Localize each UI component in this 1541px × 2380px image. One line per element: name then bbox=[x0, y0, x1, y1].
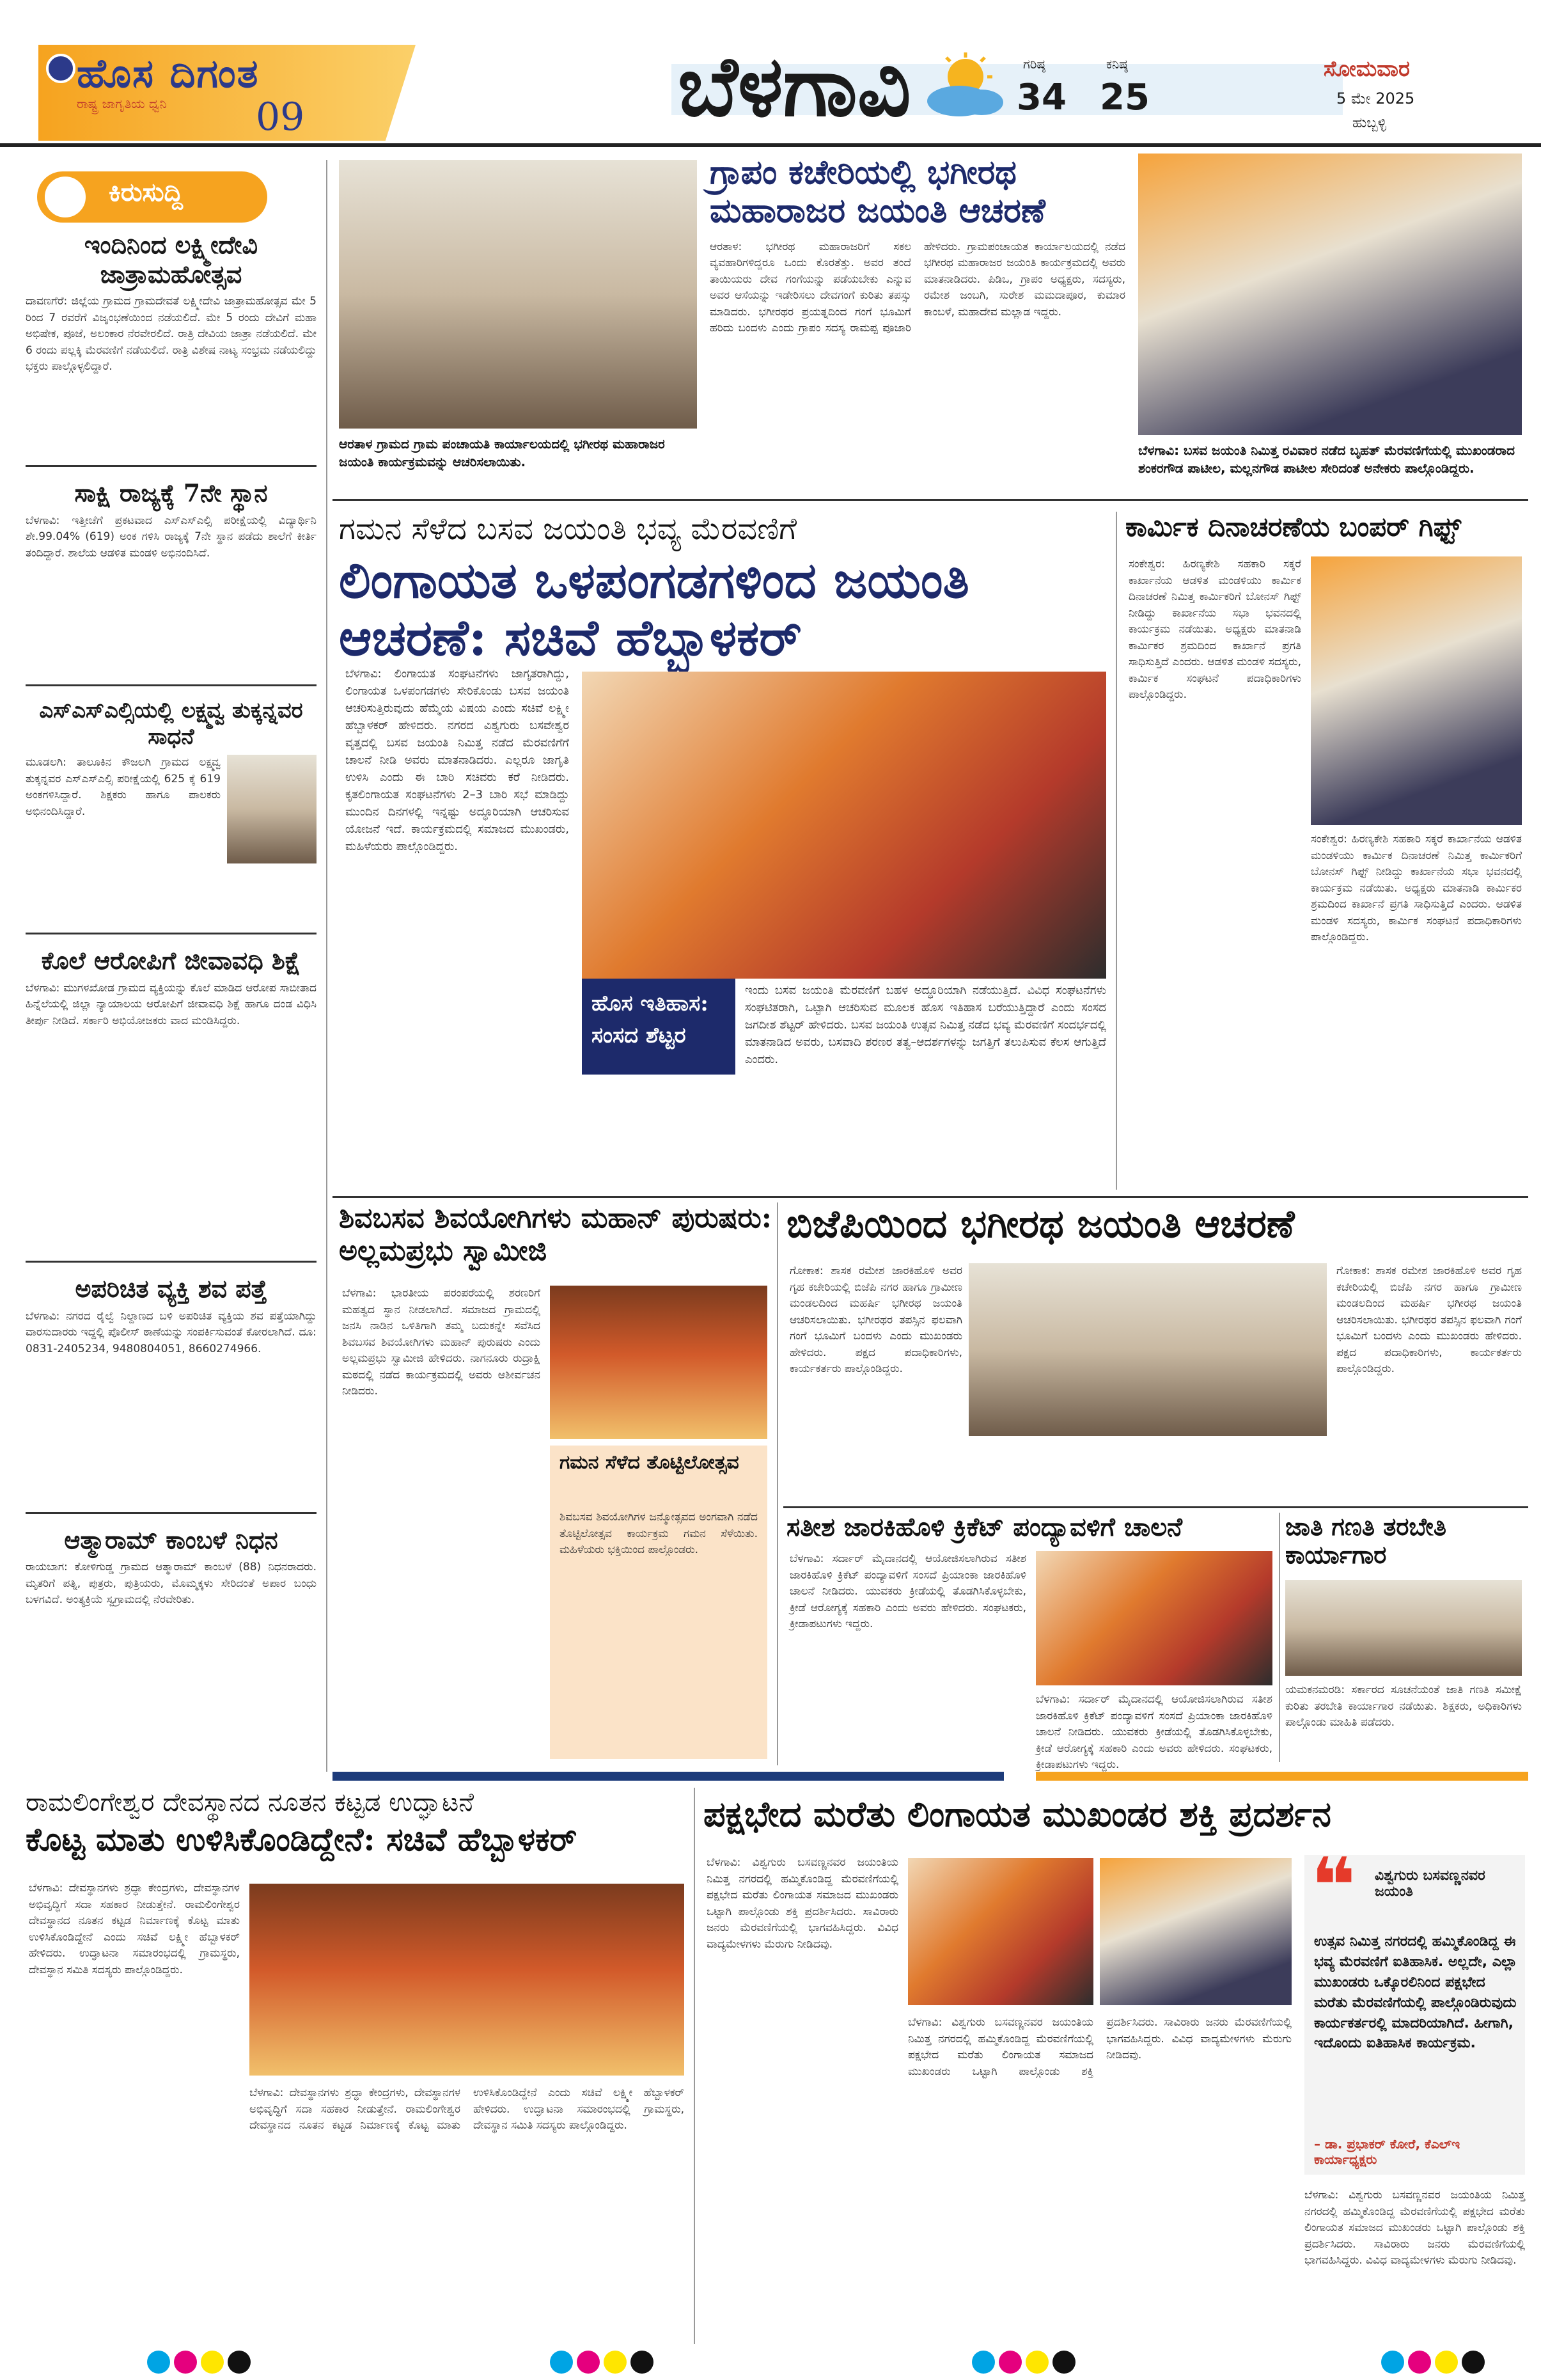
procession-photo-1 bbox=[908, 1858, 1093, 2005]
story-body: ಆರತಾಳ: ಭಗೀರಥ ಮಹಾರಾಜರಿಗೆ ಸಕಲ ವ್ಯವಹಾರಿಗಳಿದ್ದರೂ ಒಂದು ಕೊರತೆತ್ತು. ಅವರ ತಂದೆ ತಾಯಿಯರು ದೇವ ಗಂಗೆಯನ್ನು ಪಡೆಯಬೇಕು ಎನ್ನುವ ಅವರ ಆಸೆಯನ್ನು ಇಡೇರಿಸಲು ದೇವಗಂಗೆ ಕುರಿತು ತಪಸ್ಸು ಮಾಡಿದರು. ಭಗೀರಥರ ಪ್ರಯತ್ನದಿಂದ ಗಂಗೆ ಭೂಮಿಗೆ ಹರಿದು ಬಂದಳು ಎಂದು ಗ್ರಾಪಂ ಸದಸ್ಯ ರಾಮಪ್ಪ ಪೂಜಾರಿ ಹೇಳಿದರು. ಗ್ರಾಮಪಂಚಾಯತ ಕಾರ್ಯಾಲಯದಲ್ಲಿ ನಡೆದ ಭಗೀರಥ ಮಹಾರಾಜರ ಜಯಂತಿ ಕಾರ್ಯಕ್ರಮದಲ್ಲಿ ಅವರು ಮಾತನಾಡಿದರು. ಪಿಡಿಒ, ಗ್ರಾಪಂ ಅಧ್ಯಕ್ಷರು, ಸದಸ್ಯರು, ರಮೇಶ ಜಂಬಗಿ, ಸುರೇಶ ಮಮದಾಪೂರ, ಕುಮಾರ ಕಾಂಬಳೆ, ಮಹಾದೇವ ಮಲ್ಲಾಡ ಇದ್ದರು. bbox=[710, 240, 1125, 335]
section-divider bbox=[783, 1506, 1528, 1508]
inset-body: ಇಂದು ಬಸವ ಜಯಂತಿ ಮೆರವಣಿಗೆ ಬಹಳ ಅದ್ಧೂರಿಯಾಗಿ ನಡೆಯುತ್ತಿದೆ. ವಿವಿಧ ಸಂಘಟನೆಗಳು ಸಂಘಟಿತರಾಗಿ, ಒಟ್ಟಾಗಿ ಆಚರಿಸುವ ಮೂಲಕ ಹೊಸ ಇತಿಹಾಸ ಬರೆಯುತ್ತಿದ್ದಾರೆ ಎಂದು ಸಂಸದ ಜಗದೀಶ ಶೆಟ್ಟರ್ ಹೇಳಿದರು. ಬಸವ ಜಯಂತಿ ಉತ್ಸವ ನಿಮಿತ್ತ ನಡೆದ ಭವ್ಯ ಮೆರವಣಿಗೆ ಸಂದರ್ಭದಲ್ಲಿ ಮಾತನಾಡಿದ ಅವರು, ಬಸವಾದಿ ಶರಣರ ತತ್ವ–ಆದರ್ಶಗಳನ್ನು ಜಗತ್ತಿಗೆ ತಲುಪಿಸುವ ಕೆಲಸ ಆಗುತ್ತಿದೆ ಎಂದರು. bbox=[745, 984, 1106, 1066]
cricket-story bbox=[786, 1513, 1272, 1542]
story-body: ಸಂಕೇಶ್ವರ: ಹಿರಣ್ಯಕೇಶಿ ಸಹಕಾರಿ ಸಕ್ಕರೆ ಕಾರ್ಖಾನೆಯ ಆಡಳಿತ ಮಂಡಳಿಯು ಕಾರ್ಮಿಕ ದಿನಾಚರಣೆ ನಿಮಿತ್ತ ಕಾರ್ಮಿಕರಿಗೆ ಬೋನಸ್ ಗಿಫ್ಟ್ ನೀಡಿದ್ದು ಕಾರ್ಖಾನೆಯ ಸಭಾ ಭವನದಲ್ಲಿ ಕಾರ್ಯಕ್ರಮ ನಡೆಯಿತು. ಅಧ್ಯಕ್ಷರು ಮಾತನಾಡಿ ಕಾರ್ಮಿಕರ ಶ್ರಮದಿಂದ ಕಾರ್ಖಾನೆ ಪ್ರಗತಿ ಸಾಧಿಸುತ್ತಿದೆ ಎಂದರು. ಆಡಳಿತ ಮಂಡಳಿ ಸದಸ್ಯರು, ಕಾರ್ಮಿಕ ಸಂಘಟನೆ ಪದಾಧಿಕಾರಿಗಳು ಪಾಲ್ಗೊಂಡಿದ್ದರು. bbox=[1129, 558, 1301, 701]
brief-body: ಬೆಳಗಾವಿ: ಮುಗಳಖೋಡ ಗ್ರಾಮದ ವ್ಯಕ್ತಿಯನ್ನು ಕೊಲೆ ಮಾಡಿದ ಆರೋಪ ಸಾಬೀತಾದ ಹಿನ್ನೆಲೆಯಲ್ಲಿ ಜಿಲ್ಲಾ ನ್ಯಾಯಾಲಯ ಆರೋಪಿಗೆ ಜೀವಾವಧಿ ಶಿಕ್ಷೆ ಹಾಗೂ ದಂಡ ವಿಧಿಸಿ ತೀರ್ಪು ನೀಡಿದೆ. ಸರ್ಕಾರಿ ಅಭಿಯೋಜಕರು ವಾದ ಮಂಡಿಸಿದ್ದರು. bbox=[26, 981, 317, 1027]
logo-emblem-icon bbox=[46, 54, 75, 83]
story-body: ಬೆಳಗಾವಿ: ಭಾರತೀಯ ಪರಂಪರೆಯಲ್ಲಿ ಶರಣರಿಗೆ ಮಹತ್ವದ ಸ್ಥಾನ ನೀಡಲಾಗಿದೆ. ಸಮಾಜದ ಗ್ರಾಮದಲ್ಲಿ ಜನಸಿ ನಾಡಿನ ಒಳಿತಿಗಾಗಿ ತಮ್ಮ ಬದುಕನ್ನೇ ಸವೆಸಿದ ಶಿವಬಸವ ಶಿವಯೋಗಿಗಳು ಮಹಾನ್ ಪುರುಷರು ಎಂದು ಅಲ್ಲಮಪ್ರಭು ಸ್ವಾಮೀಜಿ ಹೇಳಿದರು. ನಾಗನೂರು ರುದ್ರಾಕ್ಷಿ ಮಠದಲ್ಲಿ ನಡೆದ ಕಾರ್ಯಕ್ರಮದಲ್ಲಿ ಅವರು ಆಶೀರ್ವಚನ ನೀಡಿದರು. bbox=[342, 1287, 540, 1398]
lingayat-story bbox=[703, 1794, 1528, 1834]
lead-story bbox=[339, 512, 1106, 667]
gram-panchayat-photo bbox=[339, 160, 697, 429]
cricket-photo bbox=[1036, 1551, 1272, 1685]
separator-bar-orange bbox=[1036, 1772, 1528, 1781]
story-headline: ಶಿವಬಸವ ಶಿವಯೋಗಿಗಳು ಮಹಾನ್ ಪುರುಷರು: ಅಲ್ಲಮಪ್ರಭು ಸ್ವಾಮೀಜಿ bbox=[339, 1202, 772, 1267]
census-photo bbox=[1285, 1580, 1522, 1676]
section-badge-label: ಕಿರುಸುದ್ದಿ bbox=[109, 178, 184, 207]
student-photo bbox=[227, 755, 317, 863]
story-body: ಯಮಕನಮರಡಿ: ಸರ್ಕಾರದ ಸೂಚನೆಯಂತೆ ಜಾತಿ ಗಣತಿ ಸಮೀಕ್ಷೆ ಕುರಿತು ತರಬೇತಿ ಕಾರ್ಯಾಗಾರ ನಡೆಯಿತು. ಶಿಕ್ಷಕರು, ಅಧಿಕಾರಿಗಳು ಪಾಲ್ಗೊಂಡು ಮಾಹಿತಿ ಪಡೆದರು. bbox=[1285, 1683, 1522, 1729]
swamiji-photo bbox=[550, 1286, 767, 1439]
temp-min-label: ಕನಿಷ್ಠ bbox=[1106, 56, 1128, 72]
story-body-cont: ಬೆಳಗಾವಿ: ವಿಶ್ವಗುರು ಬಸವಣ್ಣನವರ ಜಯಂತಿಯ ನಿಮಿತ್ತ ನಗರದಲ್ಲಿ ಹಮ್ಮಿಕೊಂಡಿದ್ದ ಮೆರವಣಿಗೆಯಲ್ಲಿ ಪಕ್ಷಭೇದ ಮರೆತು ಲಿಂಗಾಯತ ಸಮಾಜದ ಮುಖಂಡರು ಒಟ್ಟಾಗಿ ಪಾಲ್ಗೊಂಡು ಶಕ್ತಿ ಪ್ರದರ್ಶಿಸಿದರು. ಸಾವಿರಾರು ಜನರು ಮೆರವಣಿಗೆಯಲ್ಲಿ ಭಾಗವಹಿಸಿದ್ದರು. ವಿವಿಧ ವಾದ್ಯಮೇಳಗಳು ಮೆರುಗು ನೀಡಿದವು. bbox=[908, 2016, 1292, 2078]
shivabasava-story bbox=[339, 1202, 774, 1267]
news-brief bbox=[26, 1274, 317, 1501]
edition: ಹುಬ್ಬಳ್ಳಿ bbox=[1352, 115, 1387, 131]
paper-name: ಹೊಸ ದಿಗಂತ bbox=[77, 50, 260, 97]
story-headline: ಕಾರ್ಮಿಕ ದಿನಾಚರಣೆಯ ಬಂಪರ್ ಗಿಫ್ಟ್ bbox=[1125, 511, 1462, 542]
weather-cloud-icon bbox=[921, 51, 1010, 122]
bhagiratha-story bbox=[710, 154, 1125, 559]
page-number: 09 bbox=[256, 95, 305, 139]
temp-max-label: ಗರಿಷ್ಠ bbox=[1023, 56, 1045, 72]
quote-title: ವಿಶ್ವಗುರು ಬಸವಣ್ಣನವರ ಜಯಂತಿ bbox=[1375, 1867, 1485, 1900]
brief-body: ಮೂಡಲಗಿ: ತಾಲೂಕಿನ ಕೌಜಲಗಿ ಗ್ರಾಮದ ಲಕ್ಷ್ಮವ್ವ ತುಕ್ಕನ್ನವರ ಎಸ್ಎಸ್ಎಲ್ಸಿ ಪರೀಕ್ಷೆಯಲ್ಲಿ 625 ಕ್ಕೆ 619 ಅಂಕಗಳಿಸಿದ್ದಾರೆ. ಶಿಕ್ಷಕರು ಹಾಗೂ ಪಾಲಕರು ಅಭಿನಂದಿಸಿದ್ದಾರೆ. bbox=[26, 756, 221, 818]
column-divider bbox=[1116, 512, 1117, 1190]
story-headline: ಗ್ರಾಪಂ ಕಚೇರಿಯಲ್ಲಿ ಭಗೀರಥ ಮಹಾರಾಜರ ಜಯಂತಿ ಆಚರಣೆ bbox=[710, 153, 1045, 230]
news-brief bbox=[26, 698, 317, 922]
left-news-column bbox=[26, 230, 317, 1778]
story-body-cont: ಬೆಳಗಾವಿ: ಸರ್ದಾರ್ ಮೈದಾನದಲ್ಲಿ ಆಯೋಜಿಸಲಾಗಿರುವ ಸತೀಶ ಜಾರಕಿಹೊಳಿ ಕ್ರಿಕೆಟ್ ಪಂದ್ಯಾವಳಿಗೆ ಸಂಸದೆ ಪ್ರಿಯಾಂಕಾ ಜಾರಕಿಹೊಳಿ ಚಾಲನೆ ನೀಡಿದರು. ಯುವಕರು ಕ್ರೀಡೆಯಲ್ಲಿ ತೊಡಗಿಸಿಕೊಳ್ಳಬೇಕು, ಕ್ರೀಡೆ ಆರೋಗ್ಯಕ್ಕೆ ಸಹಕಾರಿ ಎಂದು ಅವರು ಹೇಳಿದರು. ಸಂಘಟಕರು, ಕ್ರೀಡಾಪಟುಗಳು ಇದ್ದರು. bbox=[1036, 1693, 1272, 1771]
masthead bbox=[0, 0, 1541, 147]
section-divider bbox=[332, 1196, 1528, 1198]
divider bbox=[26, 1261, 317, 1263]
brief-headline: ಇಂದಿನಿಂದ ಲಕ್ಷ್ಮೀದೇವಿ ಜಾತ್ರಾಮಹೋತ್ಸವ bbox=[84, 230, 258, 288]
print-registration-marks bbox=[550, 2351, 653, 2374]
column-divider bbox=[326, 160, 327, 1772]
print-registration-marks bbox=[1381, 2351, 1485, 2374]
column-divider bbox=[694, 1788, 695, 2344]
divider bbox=[26, 933, 317, 934]
story-body: ಗೋಕಾಕ: ಶಾಸಕ ರಮೇಶ ಜಾರಕಿಹೊಳಿ ಅವರ ಗೃಹ ಕಚೇರಿಯಲ್ಲಿ ಬಿಜೆಪಿ ನಗರ ಹಾಗೂ ಗ್ರಾಮೀಣ ಮಂಡಲದಿಂದ ಮಹರ್ಷಿ ಭಗೀರಥ ಜಯಂತಿ ಆಚರಿಸಲಾಯಿತು. ಭಗೀರಥರ ತಪಸ್ಸಿನ ಫಲವಾಗಿ ಗಂಗೆ ಭೂಮಿಗೆ ಬಂದಳು ಎಂದು ಮುಖಂಡರು ಹೇಳಿದರು. ಪಕ್ಷದ ಪದಾಧಿಕಾರಿಗಳು, ಕಾರ್ಯಕರ್ತರು ಪಾಲ್ಗೊಂಡಿದ್ದರು. bbox=[790, 1265, 962, 1375]
story-headline: ಬಿಜೆಪಿಯಿಂದ ಭಗೀರಥ ಜಯಂತಿ ಆಚರಣೆ bbox=[786, 1202, 1295, 1247]
news-brief bbox=[26, 478, 317, 673]
brief-headline: ಎಸ್ಎಸ್ಎಲ್ಸಿಯಲ್ಲಿ ಲಕ್ಷ್ಮವ್ವ ತುಕ್ಕನ್ನವರ ಸಾಧನೆ bbox=[39, 697, 303, 750]
brief-body: ದಾವಣಗೆರೆ: ಜಿಲ್ಲೆಯ ಗ್ರಾಮದ ಗ್ರಾಮದೇವತೆ ಲಕ್ಷ್ಮೀದೇವಿ ಜಾತ್ರಾಮಹೋತ್ಸವ ಮೇ 5 ರಿಂದ 7 ರವರೆಗೆ ವಿಜೃಂಭಣೆಯಿಂದ ನಡೆಯಲಿದೆ. ಮೇ 5 ರಂದು ದೇವಿಗೆ ಮಹಾ ಅಭಿಷೇಕ, ಪೂಜೆ, ಅಲಂಕಾರ ನೆರವೇರಲಿದೆ. ರಾತ್ರಿ ದೇವಿಯ ಜಾತ್ರಾ ನಡೆಯಲಿದೆ. ಮೇ 6 ರಂದು ಪಲ್ಲಕ್ಕಿ ಮೆರವಣಿಗೆ ನಡೆಯಲಿದೆ. ರಾತ್ರಿ ವಿಶೇಷ ನಾಟ್ಯ ಸಂಭ್ರಮ ನಡೆಯಲಿದ್ದು ಭಕ್ತರು ಪಾಲ್ಗೊಳ್ಳಲಿದ್ದಾರೆ. bbox=[26, 295, 317, 374]
column-divider bbox=[777, 1202, 778, 1765]
brief-headline: ಅಪರಿಚಿತ ವ್ಯಕ್ತಿ ಶವ ಪತ್ತೆ bbox=[75, 1273, 267, 1303]
minister-photo bbox=[582, 672, 1106, 979]
hand-icon bbox=[42, 174, 88, 220]
labor-day-photo bbox=[1311, 556, 1522, 825]
quote-icon: ❝ bbox=[1311, 1842, 1356, 1931]
story-body-cont: ಬೆಳಗಾವಿ: ವಿಶ್ವಗುರು ಬಸವಣ್ಣನವರ ಜಯಂತಿಯ ನಿಮಿತ್ತ ನಗರದಲ್ಲಿ ಹಮ್ಮಿಕೊಂಡಿದ್ದ ಮೆರವಣಿಗೆಯಲ್ಲಿ ಪಕ್ಷಭೇದ ಮರೆತು ಲಿಂಗಾಯತ ಸಮಾಜದ ಮುಖಂಡರು ಒಟ್ಟಾಗಿ ಪಾಲ್ಗೊಂಡು ಶಕ್ತಿ ಪ್ರದರ್ಶಿಸಿದರು. ಸಾವಿರಾರು ಜನರು ಮೆರವಣಿಗೆಯಲ್ಲಿ ಭಾಗವಹಿಸಿದ್ದರು. ವಿವಿಧ ವಾದ್ಯಮೇಳಗಳು ಮೆರುಗು ನೀಡಿದವು. bbox=[1304, 2189, 1525, 2267]
labor-day-story bbox=[1125, 512, 1522, 542]
news-brief bbox=[26, 230, 317, 453]
photo-caption: ಬೆಳಗಾವಿ: ಬಸವ ಜಯಂತಿ ನಿಮಿತ್ತ ರವಿವಾರ ನಡೆದ ಬೃಹತ್ ಮೆರವಣಿಗೆಯಲ್ಲಿ ಮುಖಂಡರಾದ ಶಂಕರಗೌಡ ಪಾಟೀಲ, ಮಲ್ಲನಗೌಡ ಪಾಟೀಲ ಸೇರಿದಂತೆ ಅನೇಕರು ಪಾಲ್ಗೊಂಡಿದ್ದರು. bbox=[1138, 443, 1515, 476]
photo-caption: ಆರತಾಳ ಗ್ರಾಮದ ಗ್ರಾಮ ಪಂಚಾಯತಿ ಕಾರ್ಯಾಲಯದಲ್ಲಿ ಭಗೀರಥ ಮಹಾರಾಜರ ಜಯಂತಿ ಕಾರ್ಯಕ್ರಮವನ್ನು ಆಚರಿಸಲಾಯಿತು. bbox=[339, 436, 665, 469]
inset-label-top: ಹೊಸ ಇತಿಹಾಸ: bbox=[591, 991, 708, 1016]
lead-headline: ಲಿಂಗಾಯತ ಒಳಪಂಗಡಗಳಿಂದ ಜಯಂತಿ ಆಚರಣೆ: ಸಚಿವೆ ಹೆಬ್ಬಾಳಕರ್ bbox=[339, 551, 969, 667]
lead-body: ಬೆಳಗಾವಿ: ಲಿಂಗಾಯತ ಸಂಘಟನೆಗಳು ಜಾಗೃತರಾಗಿದ್ದು, ಲಿಂಗಾಯತ ಒಳಪಂಗಡಗಳು ಸೇರಿಕೊಂಡು ಬಸವ ಜಯಂತಿ ಆಚರಿಸುತ್ತಿರುವುದು ಹೆಮ್ಮೆಯ ವಿಷಯ ಎಂದು ಸಚಿವೆ ಲಕ್ಷ್ಮೀ ಹೆಬ್ಬಾಳಕರ್ ಹೇಳಿದರು. ನಗರದ ವಿಶ್ವಗುರು ಬಸವೇಶ್ವರ ವೃತ್ತದಲ್ಲಿ ಬಸವ ಜಯಂತಿ ನಿಮಿತ್ತ ನಡೆದ ಮೆರವಣಿಗೆಗೆ ಚಾಲನೆ ನೀಡಿ ಅವರು ಮಾತನಾಡಿದರು. ಎಲ್ಲರೂ ಜಾಗೃತಿ ಉಳಿಸಿ ಎಂದು ಈ ಬಾರಿ ಸಚಿವರು ಕರೆ ನೀಡಿದರು. ಕೃತಲಿಂಗಾಯತ ಸಂಘಟನೆಗಳು 2–3 ಬಾರಿ ಸಭೆ ಮಾಡಿದ್ದು ಮುಂದಿನ ದಿನಗಳಲ್ಲಿ ಇನ್ನಷ್ಟು ಅದ್ಧೂರಿಯಾಗಿ ಆಚರಿಸುವ ಯೋಜನೆ ಇದೆ. ಕಾರ್ಯಕ್ರಮದಲ್ಲಿ ಸಮಾಜದ ಮುಖಂಡರು, ಮಹಿಳೆಯರು ಪಾಲ್ಗೊಂಡಿದ್ದರು. bbox=[345, 667, 569, 853]
brief-headline: ಆತ್ಮಾರಾಮ್ ಕಾಂಬಳೆ ನಿಧನ bbox=[64, 1525, 278, 1554]
brief-body: ರಾಯಬಾಗ: ಕೋಳಿಗುಡ್ಡ ಗ್ರಾಮದ ಆತ್ಮಾರಾಮ್ ಕಾಂಬಳೆ (88) ನಿಧನರಾದರು. ಮೃತರಿಗೆ ಪತ್ನಿ, ಪುತ್ರರು, ಪುತ್ರಿಯರು, ಮೊಮ್ಮಕ್ಕಳು ಸೇರಿದಂತೆ ಅಪಾರ ಬಂಧು ಬಳಗವಿದೆ. ಅಂತ್ಯಕ್ರಿಯೆ ಸ್ವಗ್ರಾಮದಲ್ಲಿ ನೆರವೇರಿತು. bbox=[26, 1561, 317, 1607]
bjp-story bbox=[786, 1202, 1522, 1247]
story-headline: ಪಕ್ಷಭೇದ ಮರೆತು ಲಿಂಗಾಯತ ಮುಖಂಡರ ಶಕ್ತಿ ಪ್ರದರ್ಶನ bbox=[703, 1793, 1331, 1834]
story-body-cont: ಗೋಕಾಕ: ಶಾಸಕ ರಮೇಶ ಜಾರಕಿಹೊಳಿ ಅವರ ಗೃಹ ಕಚೇರಿಯಲ್ಲಿ ಬಿಜೆಪಿ ನಗರ ಹಾಗೂ ಗ್ರಾಮೀಣ ಮಂಡಲದಿಂದ ಮಹರ್ಷಿ ಭಗೀರಥ ಜಯಂತಿ ಆಚರಿಸಲಾಯಿತು. ಭಗೀರಥರ ತಪಸ್ಸಿನ ಫಲವಾಗಿ ಗಂಗೆ ಭೂಮಿಗೆ ಬಂದಳು ಎಂದು ಮುಖಂಡರು ಹೇಳಿದರು. ಪಕ್ಷದ ಪದಾಧಿಕಾರಿಗಳು, ಕಾರ್ಯಕರ್ತರು ಪಾಲ್ಗೊಂಡಿದ್ದರು. bbox=[1336, 1265, 1522, 1375]
inset-title: ಗಮನ ಸೆಳೆದ ತೊಟ್ಟಿಲೋತ್ಸವ bbox=[559, 1451, 739, 1474]
news-brief bbox=[26, 1525, 317, 1752]
lead-kicker: ಗಮನ ಸೆಳೆದ ಬಸವ ಜಯಂತಿ ಭವ್ಯ ಮೆರವಣಿಗೆ bbox=[339, 511, 797, 547]
column-divider bbox=[1279, 1513, 1280, 1762]
basava-procession-photo bbox=[1138, 154, 1522, 435]
bjp-meeting-photo bbox=[969, 1263, 1327, 1436]
quote-attribution: – ಡಾ. ಪ್ರಭಾಕರ್ ಕೋರೆ, ಕೆಎಲ್ಇ ಕಾರ್ಯಾಧ್ಯಕ್ಷರು bbox=[1314, 2136, 1460, 2167]
temp-max: 34 bbox=[1017, 77, 1067, 118]
story-body: ಬೆಳಗಾವಿ: ಸರ್ದಾರ್ ಮೈದಾನದಲ್ಲಿ ಆಯೋಜಿಸಲಾಗಿರುವ ಸತೀಶ ಜಾರಕಿಹೊಳಿ ಕ್ರಿಕೆಟ್ ಪಂದ್ಯಾವಳಿಗೆ ಸಂಸದೆ ಪ್ರಿಯಾಂಕಾ ಜಾರಕಿಹೊಳಿ ಚಾಲನೆ ನೀಡಿದರು. ಯುವಕರು ಕ್ರೀಡೆಯಲ್ಲಿ ತೊಡಗಿಸಿಕೊಳ್ಳಬೇಕು, ಕ್ರೀಡೆ ಆರೋಗ್ಯಕ್ಕೆ ಸಹಕಾರಿ ಎಂದು ಅವರು ಹೇಳಿದರು. ಸಂಘಟಕರು, ಕ್ರೀಡಾಪಟುಗಳು ಇದ್ದರು. bbox=[790, 1552, 1026, 1630]
inset-body: ಶಿವಬಸವ ಶಿವಯೋಗಿಗಳ ಜನ್ಮೋತ್ಸವದ ಅಂಗವಾಗಿ ನಡೆದ ತೊಟ್ಟಿಲೋತ್ಸವ ಕಾರ್ಯಕ್ರಮ ಗಮನ ಸೆಳೆಯಿತು. ಮಹಿಳೆಯರು ಭಕ್ತಿಯಿಂದ ಪಾಲ್ಗೊಂಡರು. bbox=[559, 1511, 758, 1556]
story-body-cont: ಸಂಕೇಶ್ವರ: ಹಿರಣ್ಯಕೇಶಿ ಸಹಕಾರಿ ಸಕ್ಕರೆ ಕಾರ್ಖಾನೆಯ ಆಡಳಿತ ಮಂಡಳಿಯು ಕಾರ್ಮಿಕ ದಿನಾಚರಣೆ ನಿಮಿತ್ತ ಕಾರ್ಮಿಕರಿಗೆ ಬೋನಸ್ ಗಿಫ್ಟ್ ನೀಡಿದ್ದು ಕಾರ್ಖಾನೆಯ ಸಭಾ ಭವನದಲ್ಲಿ ಕಾರ್ಯಕ್ರಮ ನಡೆಯಿತು. ಅಧ್ಯಕ್ಷರು ಮಾತನಾಡಿ ಕಾರ್ಮಿಕರ ಶ್ರಮದಿಂದ ಕಾರ್ಖಾನೆ ಪ್ರಗತಿ ಸಾಧಿಸುತ್ತಿದೆ ಎಂದರು. ಆಡಳಿತ ಮಂಡಳಿ ಸದಸ್ಯರು, ಕಾರ್ಮಿಕ ಸಂಘಟನೆ ಪದಾಧಿಕಾರಿಗಳು ಪಾಲ್ಗೊಂಡಿದ್ದರು. bbox=[1311, 833, 1522, 943]
city-name: ಬೆಳಗಾವಿ bbox=[678, 37, 911, 135]
print-registration-marks bbox=[972, 2351, 1076, 2374]
date: 5 ಮೇ 2025 bbox=[1336, 90, 1415, 107]
brief-body: ಬೆಳಗಾವಿ: ನಗರದ ರೈಲ್ವೆ ನಿಲ್ದಾಣದ ಬಳಿ ಅಪರಿಚಿತ ವ್ಯಕ್ತಿಯ ಶವ ಪತ್ತೆಯಾಗಿದ್ದು ವಾರಸುದಾರರು ಇದ್ದಲ್ಲಿ ಪೊಲೀಸ್ ಠಾಣೆಯನ್ನು ಸಂಪರ್ಕಿಸುವಂತೆ ಕೋರಲಾಗಿದೆ. ದೂ: 0831-2405234, 9480804051, 8660274966. bbox=[26, 1309, 317, 1355]
divider bbox=[26, 465, 317, 467]
story-kicker: ರಾಮಲಿಂಗೇಶ್ವರ ದೇವಸ್ಥಾನದ ನೂತನ ಕಟ್ಟಡ ಉದ್ಘಾಟನೆ bbox=[26, 1788, 474, 1817]
quote-text: ಉತ್ಸವ ನಿಮಿತ್ತ ನಗರದಲ್ಲಿ ಹಮ್ಮಿಕೊಂಡಿದ್ದ ಈ ಭವ್ಯ ಮೆರವಣಿಗೆ ಐತಿಹಾಸಿಕ. ಅಲ್ಲದೇ, ಎಲ್ಲಾ ಮುಖಂಡರು ಒಕ್ಕೊರಲಿನಿಂದ ಪಕ್ಷಭೇದ ಮರೆತು ಮೆರವಣಿಗೆಯಲ್ಲಿ ಪಾಲ್ಗೊಂಡಿರುವುದು ಕಾರ್ಯಕರ್ತರಲ್ಲಿ ಮಾದರಿಯಾಗಿದೆ. ಹೀಗಾಗಿ, ಇದೊಂದು ಐತಿಹಾಸಿಕ ಕಾರ್ಯಕ್ರಮ. bbox=[1314, 1934, 1517, 2052]
section-divider bbox=[332, 499, 1528, 501]
story-body-cont: ಬೆಳಗಾವಿ: ದೇವಸ್ಥಾನಗಳು ಶ್ರದ್ಧಾ ಕೇಂದ್ರಗಳು, ದೇವಸ್ಥಾನಗಳ ಅಭಿವೃದ್ಧಿಗೆ ಸದಾ ಸಹಕಾರ ನೀಡುತ್ತೇನೆ. ರಾಮಲಿಂಗೇಶ್ವರ ದೇವಸ್ಥಾನದ ನೂತನ ಕಟ್ಟಡ ನಿರ್ಮಾಣಕ್ಕೆ ಕೊಟ್ಟ ಮಾತು ಉಳಿಸಿಕೊಂಡಿದ್ದೇನೆ ಎಂದು ಸಚಿವೆ ಲಕ್ಷ್ಮೀ ಹೆಬ್ಬಾಳಕರ್ ಹೇಳಿದರು. ಉದ್ಘಾಟನಾ ಸಮಾರಂಭದಲ್ಲಿ ಗ್ರಾಮಸ್ಥರು, ದೇವಸ್ಥಾನ ಸಮಿತಿ ಸದಸ್ಯರು ಪಾಲ್ಗೊಂಡಿದ್ದರು. bbox=[249, 2086, 684, 2132]
weekday: ಸೋಮವಾರ bbox=[1324, 56, 1411, 82]
census-story bbox=[1285, 1513, 1522, 1568]
temple-inauguration-photo bbox=[249, 1884, 684, 2076]
print-registration-marks bbox=[147, 2351, 251, 2374]
story-headline: ಕೊಟ್ಟ ಮಾತು ಉಳಿಸಿಕೊಂಡಿದ್ದೇನೆ: ಸಚಿವೆ ಹೆಬ್ಬಾಳಕರ್ bbox=[26, 1820, 577, 1858]
story-body: ಬೆಳಗಾವಿ: ವಿಶ್ವಗುರು ಬಸವಣ್ಣನವರ ಜಯಂತಿಯ ನಿಮಿತ್ತ ನಗರದಲ್ಲಿ ಹಮ್ಮಿಕೊಂಡಿದ್ದ ಮೆರವಣಿಗೆಯಲ್ಲಿ ಪಕ್ಷಭೇದ ಮರೆತು ಲಿಂಗಾಯತ ಸಮಾಜದ ಮುಖಂಡರು ಒಟ್ಟಾಗಿ ಪಾಲ್ಗೊಂಡು ಶಕ್ತಿ ಪ್ರದರ್ಶಿಸಿದರು. ಸಾವಿರಾರು ಜನರು ಮೆರವಣಿಗೆಯಲ್ಲಿ ಭಾಗವಹಿಸಿದ್ದರು. ವಿವಿಧ ವಾದ್ಯಮೇಳಗಳು ಮೆರುಗು ನೀಡಿದವು. bbox=[707, 1856, 898, 1951]
temple-story bbox=[26, 1788, 678, 1858]
story-body: ಬೆಳಗಾವಿ: ದೇವಸ್ಥಾನಗಳು ಶ್ರದ್ಧಾ ಕೇಂದ್ರಗಳು, ದೇವಸ್ಥಾನಗಳ ಅಭಿವೃದ್ಧಿಗೆ ಸದಾ ಸಹಕಾರ ನೀಡುತ್ತೇನೆ. ರಾಮಲಿಂಗೇಶ್ವರ ದೇವಸ್ಥಾನದ ನೂತನ ಕಟ್ಟಡ ನಿರ್ಮಾಣಕ್ಕೆ ಕೊಟ್ಟ ಮಾತು ಉಳಿಸಿಕೊಂಡಿದ್ದೇನೆ ಎಂದು ಸಚಿವೆ ಲಕ್ಷ್ಮೀ ಹೆಬ್ಬಾಳಕರ್ ಹೇಳಿದರು. ಉದ್ಘಾಟನಾ ಸಮಾರಂಭದಲ್ಲಿ ಗ್ರಾಮಸ್ಥರು, ದೇವಸ್ಥಾನ ಸಮಿತಿ ಸದಸ್ಯರು ಪಾಲ್ಗೊಂಡಿದ್ದರು. bbox=[29, 1882, 240, 1976]
paper-tagline: ರಾಷ್ಟ್ರ ಜಾಗೃತಿಯ ಧ್ವನಿ bbox=[77, 96, 167, 111]
divider bbox=[26, 1512, 317, 1514]
news-brief bbox=[26, 946, 317, 1249]
story-headline: ಸತೀಶ ಜಾರಕಿಹೊಳಿ ಕ್ರಿಕೆಟ್ ಪಂದ್ಯಾವಳಿಗೆ ಚಾಲನೆ bbox=[786, 1512, 1183, 1542]
separator-bar-blue bbox=[332, 1772, 1004, 1781]
divider bbox=[26, 684, 317, 686]
brief-headline: ಸಾಕ್ಷಿ ರಾಜ್ಯಕ್ಕೆ 7ನೇ ಸ್ಥಾನ bbox=[74, 478, 268, 508]
brief-body: ಬೆಳಗಾವಿ: ಇತ್ತೀಚೆಗೆ ಪ್ರಕಟವಾದ ಎಸ್ಎಸ್ಎಲ್ಸಿ ಪರೀಕ್ಷೆಯಲ್ಲಿ ವಿದ್ಯಾರ್ಥಿನಿ ಶೇ.99.04% (619) ಅಂಕ ಗಳಿಸಿ ರಾಜ್ಯಕ್ಕೆ 7ನೇ ಸ್ಥಾನ ಪಡೆದು ಶಾಲೆಗೆ ಕೀರ್ತಿ ತಂದಿದ್ದಾರೆ. ಶಾಲೆಯ ಆಡಳಿತ ಮಂಡಳಿ ಅಭಿನಂದಿಸಿದೆ. bbox=[26, 514, 317, 560]
brief-headline: ಕೊಲೆ ಆರೋಪಿಗೆ ಜೀವಾವಧಿ ಶಿಕ್ಷೆ bbox=[41, 946, 301, 975]
inset-label-bottom: ಸಂಸದ ಶೆಟ್ಟರ bbox=[591, 1023, 686, 1048]
story-headline: ಜಾತಿ ಗಣತಿ ತರಬೇತಿ ಕಾರ್ಯಾಗಾರ bbox=[1285, 1512, 1446, 1569]
temp-min: 25 bbox=[1100, 77, 1150, 118]
procession-photo-2 bbox=[1100, 1858, 1292, 2005]
